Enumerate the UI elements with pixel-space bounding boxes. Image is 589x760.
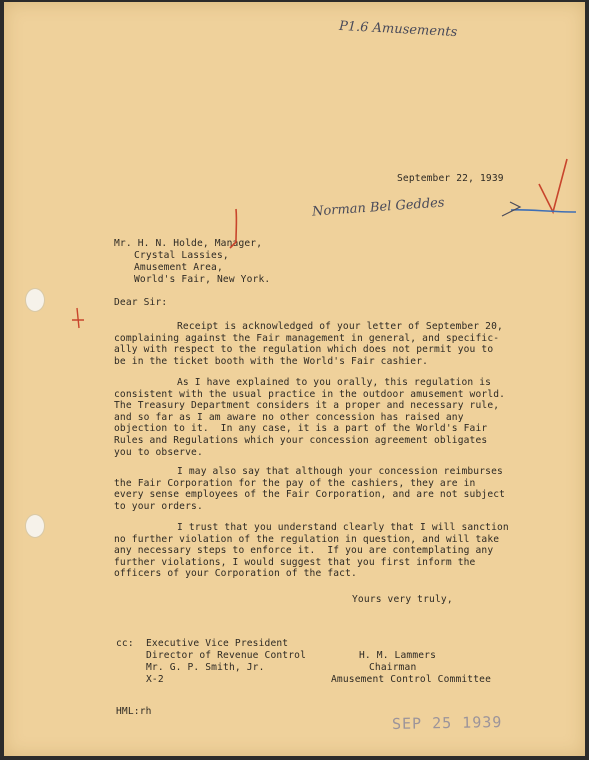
body-line: I trust that you understand clearly that I will sanction xyxy=(177,522,509,533)
cc-recipient: Executive Vice President xyxy=(146,638,289,649)
body-line: ally with respect to the regulation which does not permit you to xyxy=(114,344,494,356)
body-line: no further violation of the regulation in question, and will take xyxy=(114,533,500,545)
received-date-stamp: SEP 25 1939 xyxy=(391,713,503,733)
body-line: Receipt is acknowledged of your letter of September 20, xyxy=(177,321,503,332)
letter-page xyxy=(4,2,585,756)
body-line: I may also say that although your concession reimburses xyxy=(177,466,503,477)
address-line: World's Fair, New York. xyxy=(134,274,271,285)
body-line: objection to it. In any case, it is a part of the World's Fair xyxy=(114,423,488,435)
red-check-mark xyxy=(539,159,567,212)
letter-date: September 22, 1939 xyxy=(397,173,504,184)
body-line: and so far as I am aware no other concession has raised any xyxy=(114,411,464,423)
body-line: every sense employees of the Fair Corporation, and are not subject xyxy=(114,489,506,501)
signer-title: Chairman xyxy=(369,662,417,673)
cc-recipient: X-2 xyxy=(146,674,164,685)
cc-recipient: Mr. G. P. Smith, Jr. xyxy=(146,662,265,673)
body-line: further violations, I would suggest that you first inform the xyxy=(114,556,476,568)
salutation: Dear Sir: xyxy=(114,297,168,308)
body-line: The Treasury Department considers it a proper and necessary rule, xyxy=(114,400,500,412)
address-line: Amusement Area, xyxy=(134,262,223,273)
body-line: Rules and Regulations which your concession agreement obligates xyxy=(114,434,488,446)
cc-recipient: Director of Revenue Control xyxy=(146,650,306,661)
body-line: any necessary steps to enforce it. If you are contemplating any xyxy=(114,545,494,557)
ink-pointer-arrow xyxy=(502,202,520,216)
handwritten-signature-note: Norman Bel Geddes xyxy=(311,195,445,220)
typist-initials: HML:rh xyxy=(116,706,152,717)
signer-name: H. M. Lammers xyxy=(359,650,437,661)
address-line: Crystal Lassies, xyxy=(134,250,229,261)
address-line: Mr. H. N. Holde, Manager, xyxy=(114,238,263,249)
body-line: As I have explained to you orally, this regulation is xyxy=(177,377,492,388)
closing: Yours very truly, xyxy=(352,594,453,605)
body-line: complaining against the Fair management in general, and specific- xyxy=(114,332,500,344)
body-line: officers of your Corporation of the fact. xyxy=(114,568,357,580)
body-line: to your orders. xyxy=(114,500,203,512)
body-line: be in the ticket booth with the World's Fair cashier. xyxy=(114,355,429,367)
red-check-mark xyxy=(230,209,236,248)
handwritten-file-notation: P1.6 Amusements xyxy=(338,18,458,41)
cc-label: cc: xyxy=(116,638,134,649)
blue-pencil-stroke xyxy=(511,210,576,212)
signer-committee: Amusement Control Committee xyxy=(331,674,491,685)
body-line: you to observe. xyxy=(114,446,203,458)
body-line: consistent with the usual practice in the outdoor amusement world. xyxy=(114,388,506,400)
body-line: the Fair Corporation for the pay of the cashiers, they are in xyxy=(114,477,476,489)
pencil-marks xyxy=(4,2,585,756)
red-tick-mark xyxy=(72,308,84,328)
